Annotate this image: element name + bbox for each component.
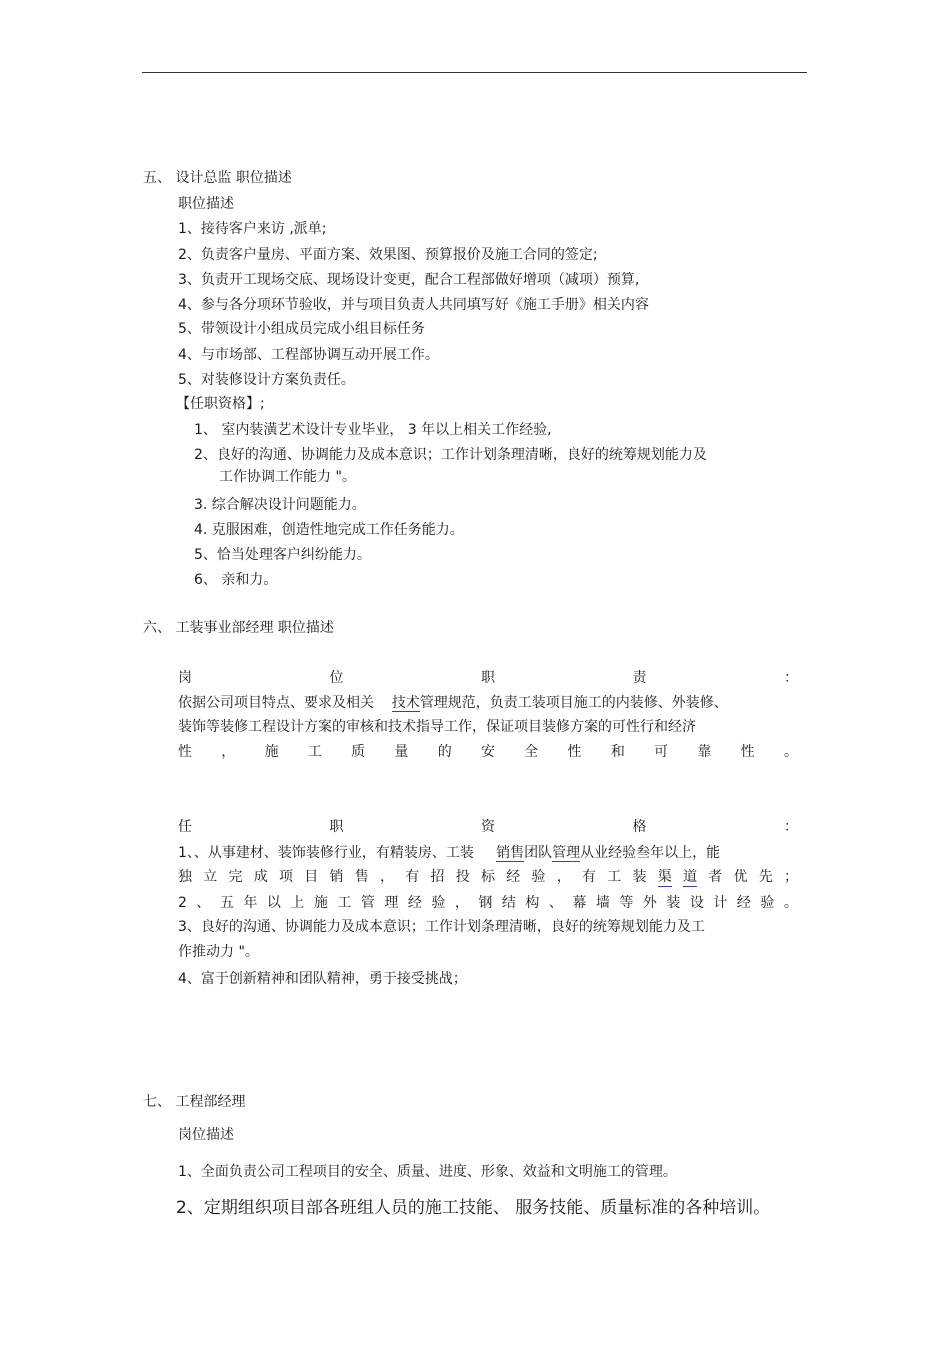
char: ； <box>784 869 798 885</box>
char: 岗 <box>178 670 192 686</box>
char: 立 <box>203 869 218 885</box>
text: 管理规范，负责工装项目施工的内装修、外装修、 <box>419 695 728 711</box>
char: 工 <box>337 895 352 911</box>
char: 性 <box>740 744 755 760</box>
char: 墙 <box>595 895 610 911</box>
list-item: 6、 亲和力。 <box>194 572 278 588</box>
link-technology[interactable]: 技术 <box>391 695 420 711</box>
char: 目 <box>304 869 319 885</box>
duty-line-1 <box>178 694 728 712</box>
char: 。 <box>783 744 798 760</box>
char: 性 <box>178 744 192 760</box>
char: 构 <box>525 895 540 911</box>
text: 依据公司项目特点、要求及相关 <box>178 695 392 711</box>
qualification-line-4: 3、良好的沟通、协调能力及成本意识；工作计划条理清晰，良好的统筹规划能力及工 <box>178 919 705 935</box>
char: 施 <box>264 744 279 760</box>
char: 等 <box>619 895 634 911</box>
char: 。 <box>783 895 798 911</box>
char: 理 <box>384 895 399 911</box>
char: 成 <box>253 869 268 885</box>
char: 计 <box>713 895 728 911</box>
char: 标 <box>481 869 495 885</box>
duty-title <box>178 669 798 687</box>
qualification-line-1 <box>178 844 720 862</box>
char: 工 <box>607 869 622 885</box>
header-rule <box>142 72 807 73</box>
char: 有 <box>405 869 420 885</box>
list-item: 3、负责开工现场交底、现场设计变更，配合工程部做好增项（减项）预算, <box>178 272 640 288</box>
duty-line-2: 装饰等装修工程设计方案的审核和技术指导工作，保证项目装修方案的可性行和经济 <box>178 719 696 735</box>
char: 性 <box>567 744 582 760</box>
char: 验 <box>760 895 775 911</box>
char: ， <box>454 895 469 911</box>
section-6-heading: 六、 工装事业部经理 职位描述 <box>143 620 334 636</box>
char: 安 <box>480 744 495 760</box>
char: 位 <box>329 670 344 686</box>
qualification-heading: 【任职资格】; <box>176 396 265 412</box>
link-channel-char[interactable]: 道 <box>683 869 697 885</box>
char: 格 <box>632 819 647 835</box>
char: ， <box>221 744 236 760</box>
char: 装 <box>632 869 647 885</box>
char: 项 <box>279 869 293 885</box>
qualification-title <box>178 818 798 836</box>
char: 结 <box>501 895 516 911</box>
text: 团队 <box>524 845 553 861</box>
char: 和 <box>610 744 625 760</box>
list-item: 2、良好的沟通、协调能力及成本意识；工作计划条理清晰，良好的统筹规划能力及 <box>194 447 707 463</box>
char: 靠 <box>697 744 712 760</box>
char: 管 <box>360 895 375 911</box>
char: 完 <box>228 869 243 885</box>
list-item: 2、负责客户量房、平面方案、效果图、预算报价及施工合同的签定; <box>178 247 598 263</box>
qualification-line-3 <box>178 894 798 912</box>
char: 年 <box>243 895 258 911</box>
list-item: 工作协调工作能力 "。 <box>219 469 356 485</box>
section-5-subheading: 职位描述 <box>178 196 234 212</box>
qualification-line-6: 4、富于创新精神和团队精神，勇于接受挑战； <box>178 971 467 987</box>
link-sales[interactable]: 销售 <box>496 845 525 861</box>
char: 以 <box>266 895 281 911</box>
list-item: 4. 克服困难，创造性地完成工作任务能力。 <box>194 522 464 538</box>
char: 先 <box>758 869 773 885</box>
list-item: 1、接待客户来访 ,派单; <box>178 221 327 237</box>
char: 者 <box>708 869 723 885</box>
qualification-line-5: 作推动力 "。 <box>178 944 259 960</box>
char: 销 <box>329 869 344 885</box>
char: 五 <box>219 895 234 911</box>
char: 设 <box>689 895 704 911</box>
char: ， <box>556 869 571 885</box>
char: 职 <box>329 819 344 835</box>
char: 经 <box>736 895 751 911</box>
char: 幕 <box>572 895 587 911</box>
list-item: 3. 综合解决设计问题能力。 <box>194 497 366 513</box>
link-management[interactable]: 管理 <box>552 845 581 861</box>
list-item: 5、对装修设计方案负责任。 <box>178 372 355 388</box>
list-item: 5、带领设计小组成员完成小组目标任务 <box>178 321 425 337</box>
char: 任 <box>178 819 192 835</box>
char: 上 <box>290 895 305 911</box>
char: 的 <box>437 744 452 760</box>
list-item: 5、恰当处理客户纠纷能力。 <box>194 547 371 563</box>
char: 经 <box>407 895 422 911</box>
char: 验 <box>431 895 446 911</box>
section-5-heading: 五、 设计总监 职位描述 <box>143 170 292 186</box>
char: ： <box>784 819 798 835</box>
char: 量 <box>394 744 409 760</box>
char: 经 <box>506 869 521 885</box>
char: 外 <box>642 895 657 911</box>
text: 1、、从事建材、装饰装修行业，有精装房、工装 <box>178 845 497 861</box>
char: 、 <box>548 895 563 911</box>
char: 职 <box>481 670 495 686</box>
qualification-line-2 <box>178 868 798 887</box>
char: 责 <box>632 670 647 686</box>
link-channel-char[interactable]: 渠 <box>657 869 672 885</box>
char: 独 <box>178 869 192 885</box>
char: 优 <box>733 869 748 885</box>
char: 可 <box>654 744 669 760</box>
char: 全 <box>524 744 539 760</box>
char: 钢 <box>478 895 493 911</box>
char: 售 <box>354 869 369 885</box>
char: 资 <box>481 819 495 835</box>
char: 工 <box>307 744 322 760</box>
char: 质 <box>351 744 366 760</box>
duty-line-3 <box>178 743 798 761</box>
char: 2 <box>178 895 187 911</box>
list-item: 4、与市场部、工程部协调互动开展工作。 <box>178 347 439 363</box>
char: 、 <box>196 895 211 911</box>
list-item: 4、参与各分项环节验收，并与项目负责人共同填写好《施工手册》相关内容 <box>178 297 649 313</box>
section-7-subheading: 岗位描述 <box>178 1127 234 1143</box>
char: ， <box>380 869 394 885</box>
char: 有 <box>582 869 596 885</box>
char: 施 <box>313 895 328 911</box>
char: 验 <box>531 869 546 885</box>
text: 从业经验叁年以上，能 <box>580 845 721 861</box>
list-item: 1、全面负责公司工程项目的安全、质量、进度、形象、效益和文明施工的管理。 <box>178 1164 677 1180</box>
section-7-heading: 七、 工程部经理 <box>143 1094 246 1110</box>
char: ： <box>784 670 798 686</box>
list-item: 1、 室内装潢艺术设计专业毕业， 3 年以上相关工作经验, <box>194 422 552 438</box>
char: 装 <box>666 895 681 911</box>
list-item: 2、定期组织项目部各班组人员的施工技能、 服务技能、质量标准的各种培训。 <box>176 1198 771 1218</box>
char: 招 <box>430 869 445 885</box>
char: 投 <box>455 869 470 885</box>
